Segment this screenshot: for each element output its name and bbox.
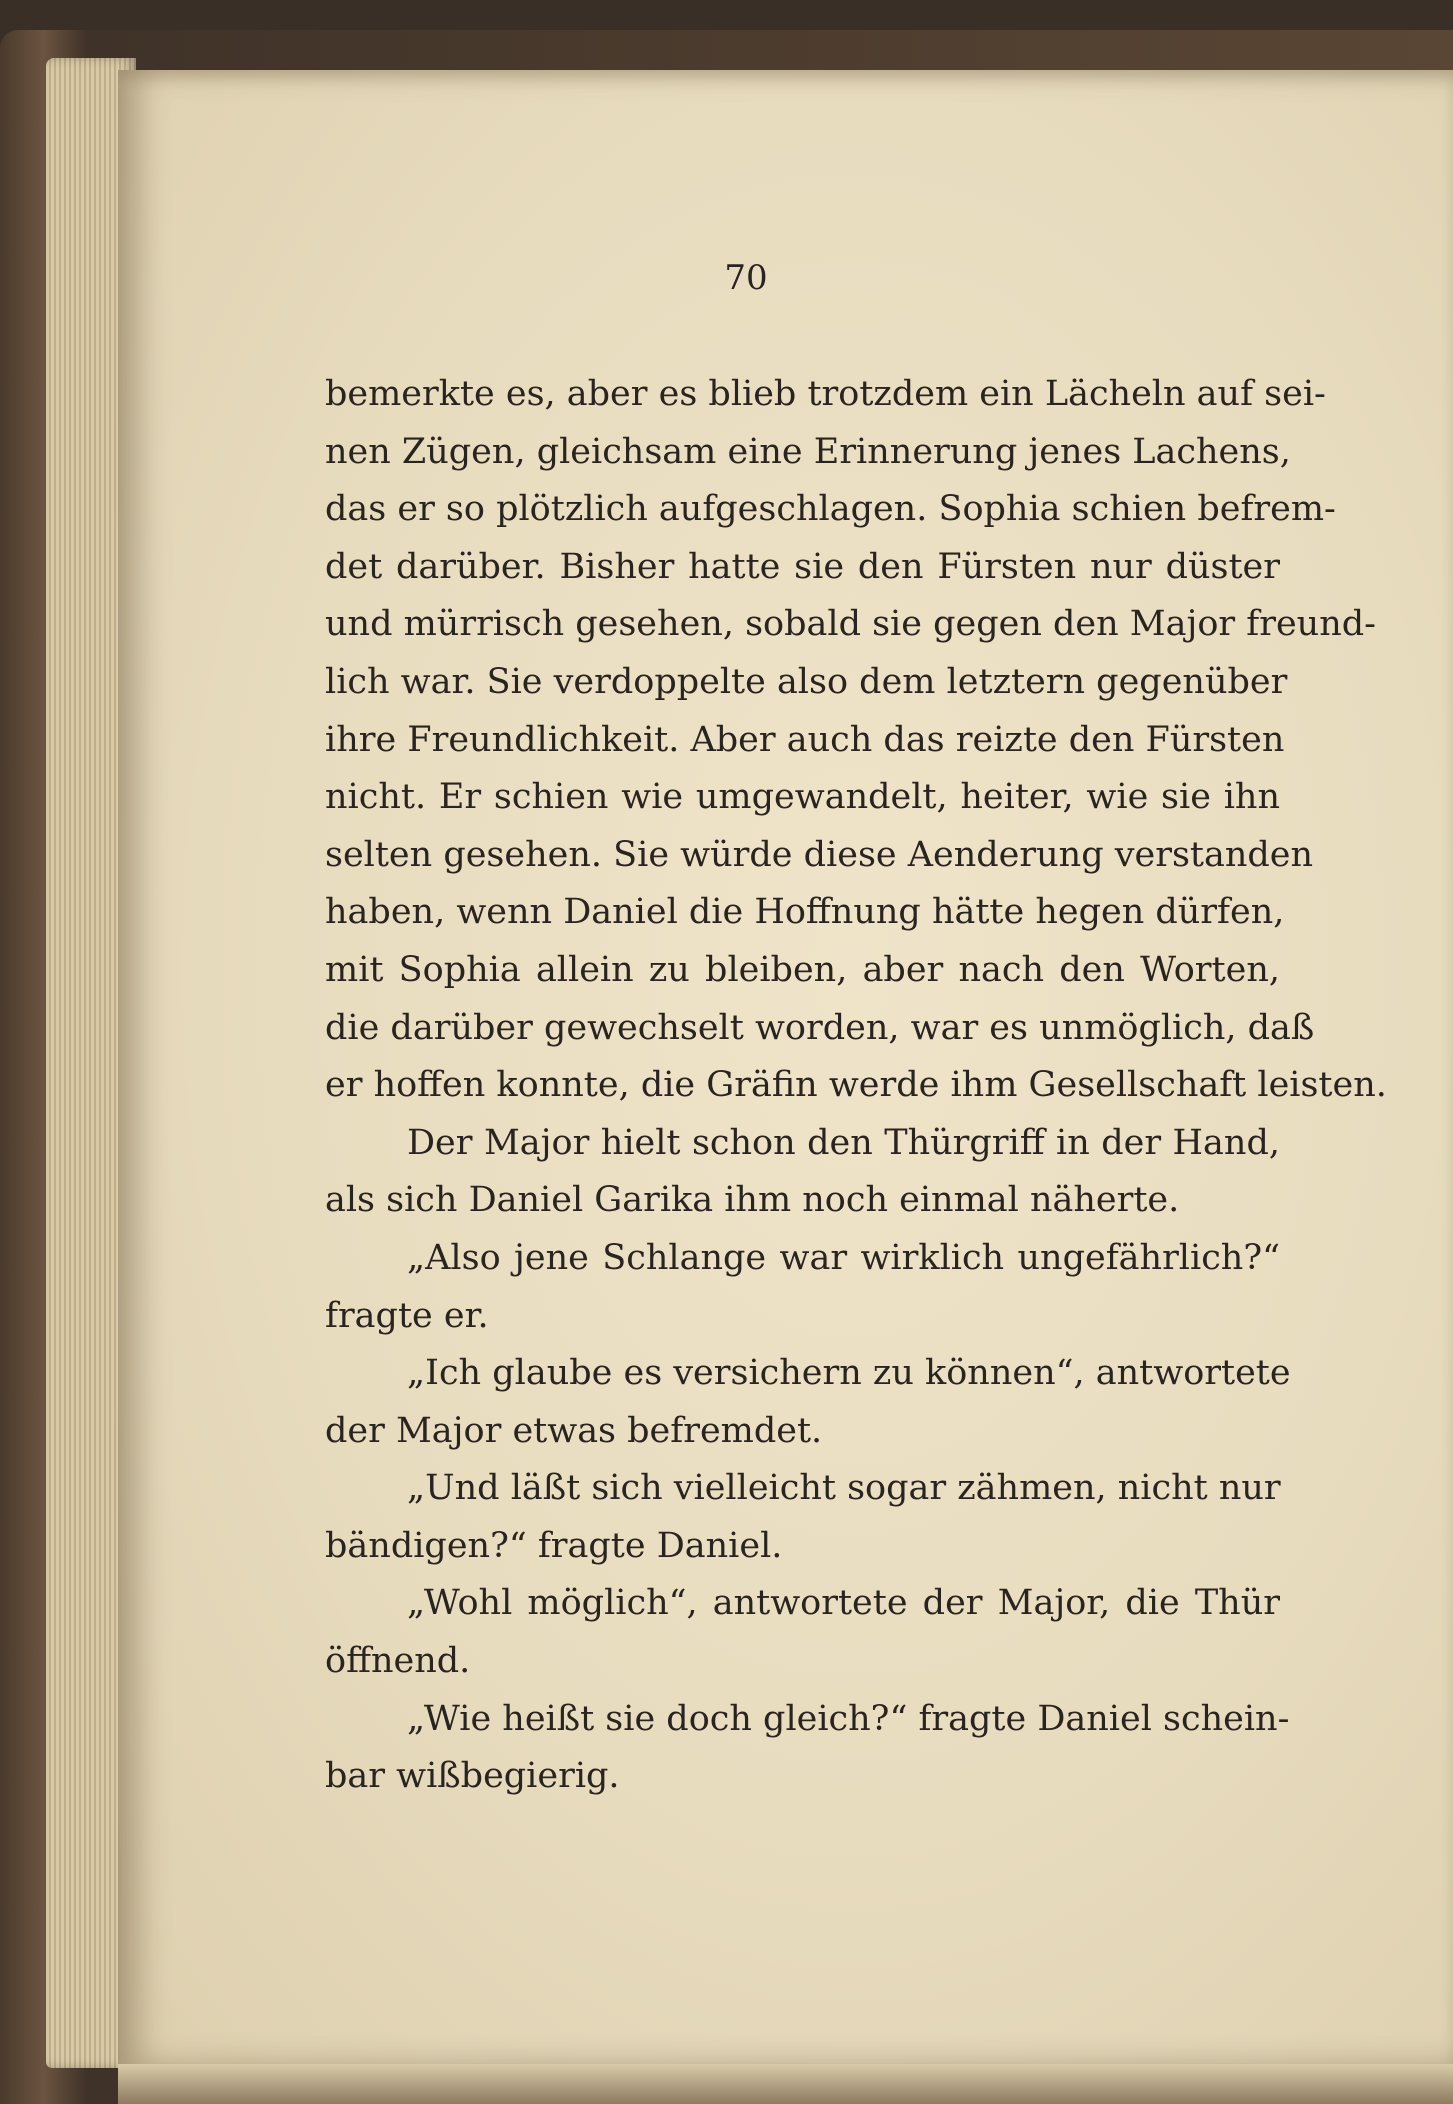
text-line: „Wie heißt sie doch gleich?“ fragte Daniel schein- [407,1698,1290,1739]
text-line: nicht. Er schien wie umgewandelt, heiter, wie sie ihn [325,777,1280,818]
page-number: 70 [724,258,768,298]
text-line: „Und läßt sich vielleicht sogar zähmen, nicht nur [407,1468,1281,1509]
text-line: Der Major hielt schon den Thürgriff in der Hand, [407,1122,1280,1163]
page-bottom-shadow [118,2064,1453,2104]
text-line: er hoffen konnte, die Gräfin werde ihm Gesellschaft leisten. [325,1065,1387,1106]
text-line: bemerkte es, aber es blieb trotzdem ein Lächeln auf sei- [325,374,1326,414]
text-line: haben, wenn Daniel die Hoffnung hätte hegen dürfen, [325,892,1285,933]
text-line: als sich Daniel Garika ihm noch einmal näherte. [325,1180,1180,1221]
text-line: „Ich glaube es versichern zu können“, antwortete [407,1353,1291,1394]
text-line: selten gesehen. Sie würde diese Aenderung verstanden [325,834,1314,875]
text-line: bar wißbegierig. [325,1756,620,1797]
body-text [325,366,1387,1806]
text-line: ihre Freundlichkeit. Aber auch das reizte den Fürsten [325,719,1285,760]
text-line: die darüber gewechselt worden, war es unmöglich, daß [325,1007,1315,1048]
text-line: mit Sophia allein zu bleiben, aber nach den Worten, [325,949,1280,990]
text-line: nen Zügen, gleichsam eine Erinnerung jenes Lachens, [325,431,1291,472]
text-line: der Major etwas befremdet. [325,1410,823,1451]
text-line: öffnend. [325,1641,471,1682]
text-line: det darüber. Bisher hatte sie den Fürsten nur düster [325,546,1280,587]
text-line: fragte er. [325,1295,489,1336]
text-line: das er so plötzlich aufgeschlagen. Sophia schien befrem- [325,489,1336,530]
text-line: „Wohl möglich“, antwortete der Major, die Thür [407,1583,1280,1624]
text-line: „Also jene Schlange war wirklich ungefährlich?“ [407,1237,1280,1278]
text-line: bändigen?“ fragte Daniel. [325,1525,783,1566]
text-line: und mürrisch gesehen, sobald sie gegen den Major freund- [325,604,1376,645]
text-line: lich war. Sie verdoppelte also dem letztern gegenüber [325,661,1288,702]
